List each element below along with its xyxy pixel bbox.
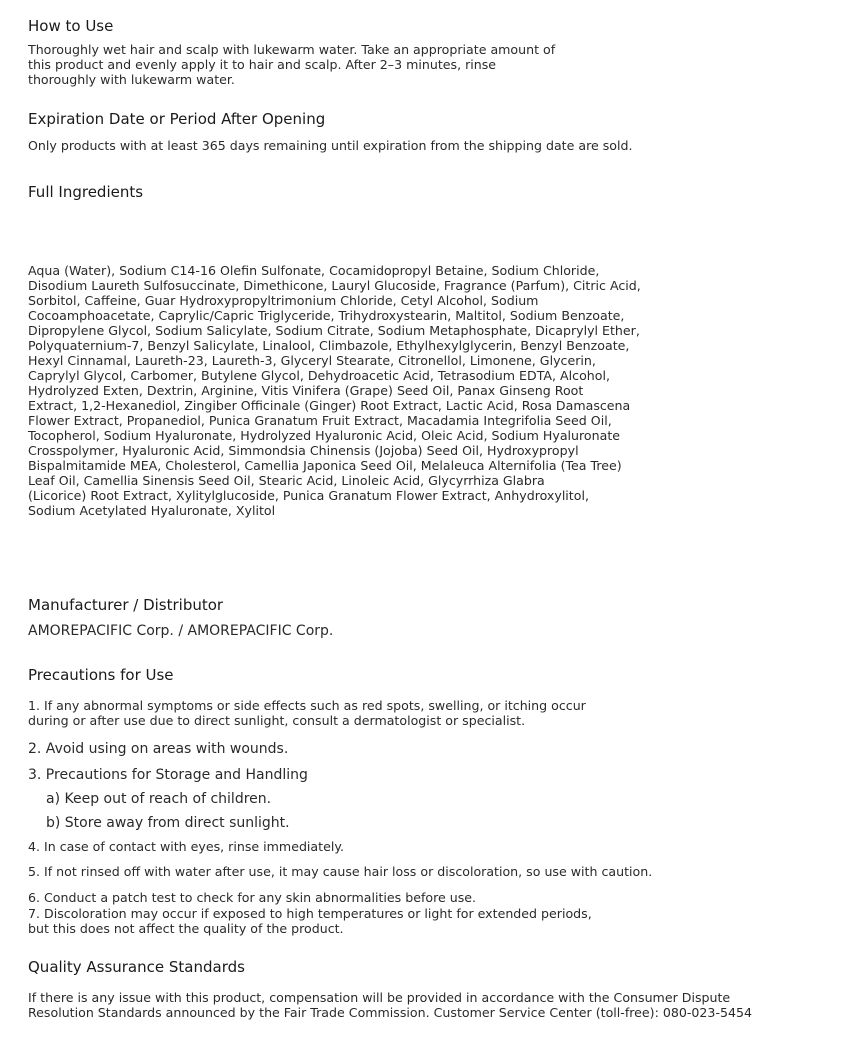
- precaution-item-6: 6. Conduct a patch test to check for any skin abnormalities before use.: [28, 890, 477, 905]
- expiration-text: Only products with at least 365 days remaining until expiration from the shipping date are sold.: [28, 138, 633, 153]
- precaution-item-3b: b) Store away from direct sunlight.: [46, 815, 290, 831]
- expiration-heading: Expiration Date or Period After Opening: [28, 110, 326, 128]
- how-to-use-text: Thoroughly wet hair and scalp with lukewarm water. Take an appropriate amount of this product and evenly apply it to hair and scalp. After 2–3 minutes, rinse thoroughly with lukewarm water.: [28, 42, 556, 87]
- precaution-item-1: 1. If any abnormal symptoms or side effects such as red spots, swelling, or itching occur during or after use due to direct sunlight, consult a dermatologist or specialist.: [28, 698, 586, 728]
- ingredients-text: Aqua (Water), Sodium C14-16 Olefin Sulfonate, Cocamidopropyl Betaine, Sodium Chloride, Disodium Laureth Sulfosuccinate, Dimethicone, Lauryl Glucoside, Fragrance (Parfum), Citric Acid, Sorbitol, Caffeine, Guar Hydroxypropyltrimonium Chloride, Cetyl Alcohol, Sodium Cocoamphoacetate, Caprylic/Capric Triglyceride, Trihydroxystearin, Maltitol, Sodium Benzoate, Dipropylene Glycol, Sodium Salicylate, Sodium Citrate, Sodium Metaphosphate, Dicaprylyl Ether, Polyquaternium-7, Benzyl Salicylate, Linalool, Climbazole, Ethylhexylglycerin, Benzyl Benzoate, Hexyl Cinnamal, Laureth-23, Laureth-3, Glyceryl Stearate, Citronellol, Limonene, Glycerin, Caprylyl Glycol, Carbomer, Butylene Glycol, Dehydroacetic Acid, Tetrasodium EDTA, Alcohol, Hydrolyzed Exten, Dextrin, Arginine, Vitis Vinifera (Grape) Seed Oil, Panax Ginseng Root Extract, 1,2-Hexanediol, Zingiber Officinale (Ginger) Root Extract, Lactic Acid, Rosa Damascena Flower Extract, Propanediol, Punica Granatum Fruit Extract, Macadamia Integrifolia Seed Oil, Tocopherol, Sodium Hyaluronate, Hydrolyzed Hyaluronic Acid, Oleic Acid, Sodium Hyaluronate Crosspolymer, Hyaluronic Acid, Simmondsia Chinensis (Jojoba) Seed Oil, Hydroxypropyl Bispalmitamide MEA, Cholesterol, Camellia Japonica Seed Oil, Melaleuca Alternifolia (Tea Tree) Leaf Oil, Camellia Sinensis Seed Oil, Stearic Acid, Linoleic Acid, Glycyrrhiza Glabra (Licorice) Root Extract, Xylitylglucoside, Punica Granatum Flower Extract, Anhydroxylitol, Sodium Acetylated Hyaluronate, Xylitol: [28, 263, 641, 518]
- quality-heading: Quality Assurance Standards: [28, 958, 245, 976]
- precaution-item-3: 3. Precautions for Storage and Handling: [28, 767, 308, 783]
- quality-text: If there is any issue with this product, compensation will be provided in accordance with the Consumer Dispute Resolution Standards announced by the Fair Trade Commission. Customer Service Center (toll-free): 080-023-5454: [28, 990, 753, 1020]
- precautions-heading: Precautions for Use: [28, 666, 174, 684]
- manufacturer-text: AMOREPACIFIC Corp. / AMOREPACIFIC Corp.: [28, 623, 334, 639]
- how-to-use-heading: How to Use: [28, 17, 114, 35]
- ingredients-heading: Full Ingredients: [28, 183, 144, 201]
- precaution-item-5: 5. If not rinsed off with water after use, it may cause hair loss or discoloration, so use with caution.: [28, 864, 653, 879]
- precaution-item-4: 4. In case of contact with eyes, rinse immediately.: [28, 839, 344, 854]
- precaution-item-7: 7. Discoloration may occur if exposed to high temperatures or light for extended periods, but this does not affect the quality of the product.: [28, 906, 592, 936]
- precaution-item-2: 2. Avoid using on areas with wounds.: [28, 741, 289, 757]
- precaution-item-3a: a) Keep out of reach of children.: [46, 791, 272, 807]
- manufacturer-heading: Manufacturer / Distributor: [28, 596, 224, 614]
